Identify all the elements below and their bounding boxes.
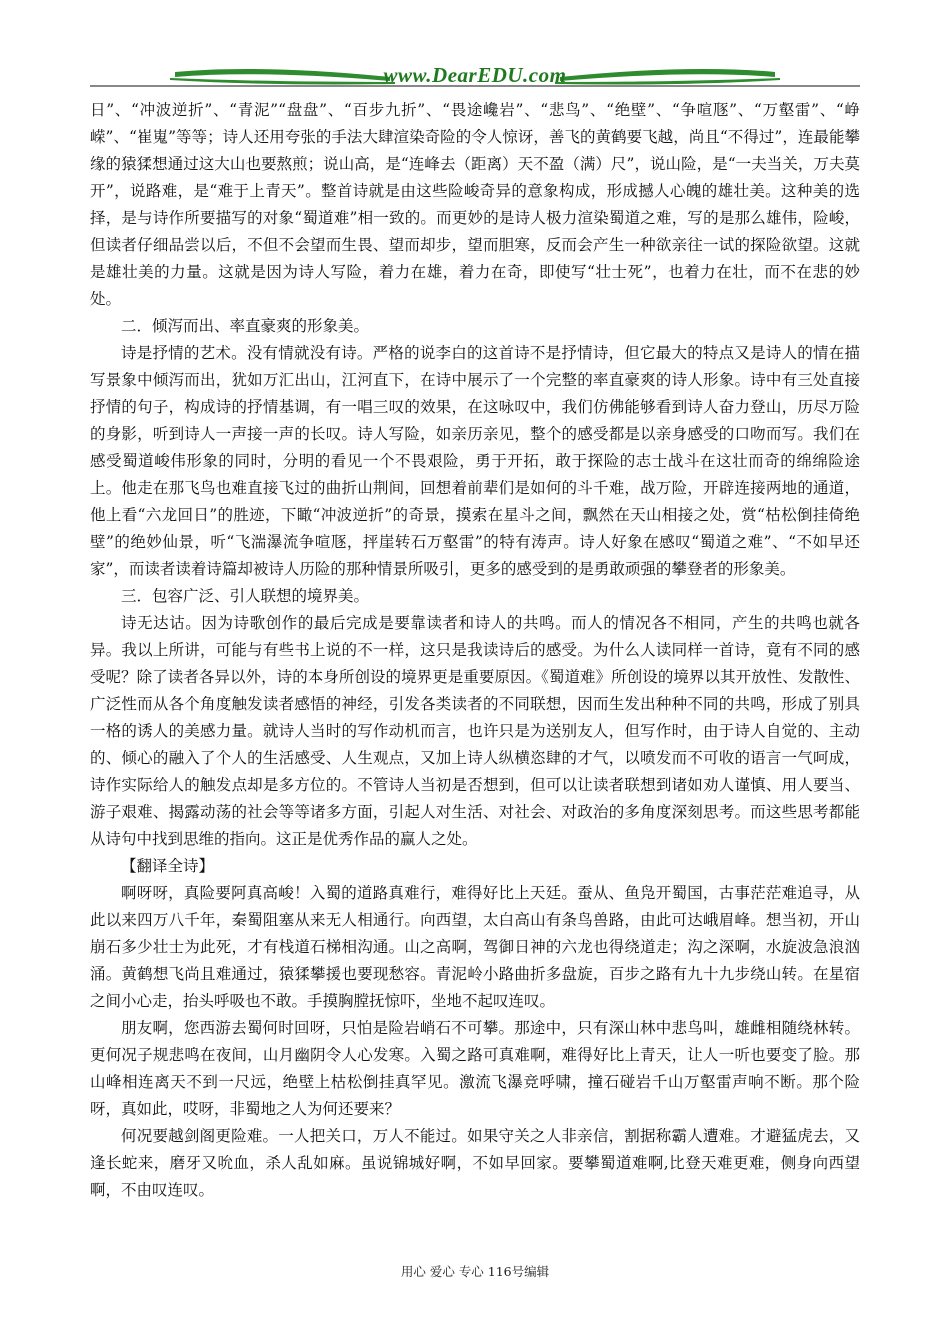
paragraph-1: 日”、“冲波逆折”、“青泥”“盘盘”、“百步九折”、“畏途巉岩”、“悲鸟”、“绝壁”、“争喧豗”、“万壑雷”、“峥嵘”、“崔嵬”等等；诗人还用夸张的手法大肆渲染奇险的令人惊讶，善飞的黄鹤要飞越，尚且“不得过”，连最能攀缘的猿猱想通过这大山也要熬煎；说山高，是“连峰去（距离）天不盈（满）尺”，说山险，是“一夫当关，万夫莫开”，说路难，是“难于上青天”。整首诗就是由这些险峻奇异的意象构成，形成撼人心魄的雄壮美。这种美的选择，是与诗作所要描写的对象“蜀道难”相一致的。而更妙的是诗人极力渲染蜀道之难，写的是那么雄伟，险峻，但读者仔细品尝以后，不但不会望而生畏、望而却步，望而胆寒，反而会产生一种欲亲往一试的探险欲望。这就是雄壮美的力量。这就是因为诗人写险，着力在雄，着力在奇，即使写“壮士死”，也着力在壮，而不在悲的妙处。	[90, 101, 860, 308]
translation-paragraph-2: 朋友啊，您西游去蜀何时回呀，只怕是险岩峭石不可攀。那途中，只有深山林中悲鸟叫，雄雌相随绕林转。更何况子规悲鸣在夜间，山月幽阴令人心发寒。入蜀之路可真难啊，难得好比上青天，让人一听也要变了脸。那山峰相连离天不到一尺远，绝壁上枯松倒挂真罕见。激流飞瀑竞呼啸，撞石碰岩千山万壑雷声响不断。那个险呀，真如此，哎呀，非蜀地之人为何还要来？	[90, 1019, 860, 1118]
section-heading-3: 三．包容广泛、引人联想的境界美。	[121, 587, 370, 605]
translation-heading: 【翻译全诗】	[121, 857, 215, 875]
article-body	[90, 97, 860, 1204]
site-header	[90, 56, 860, 96]
paragraph-2: 诗是抒情的艺术。没有情就没有诗。严格的说李白的这首诗不是抒情诗，但它最大的特点又是诗人的情在描写景象中倾泻而出，犹如万汇出山，江河直下，在诗中展示了一个完整的率直豪爽的诗人形象。诗中有三处直接抒情的句子，构成诗的抒情基调，有一唱三叹的效果，在这咏叹中，我们仿佛能够看到诗人奋力登山，历尽万险的身影，听到诗人一声接一声的长叹。诗人写险，如亲历亲见，整个的感受都是以亲身感受的口吻而写。我们在感受蜀道峻伟形象的同时，分明的看见一个不畏艰险，勇于开拓，敢于探险的志士战斗在这壮而奇的绵绵险途上。他走在那飞鸟也难直接飞过的曲折山荆间，回想着前辈们是如何的斗千难，战万险，开辟连接两地的通道，他上看“六龙回日”的胜迹，下瞰“冲波逆折”的奇景，摸索在星斗之间，飘然在天山相接之处，赏“枯松倒挂倚绝壁”的绝妙仙景，听“飞湍瀑流争喧豗，抨崖转石万壑雷”的特有涛声。诗人好象在感叹“蜀道之难”、“不如早还家”，而读者读着诗篇却被诗人历险的那种情景所吸引，更多的感受到的是勇敢顽强的攀登者的形象美。	[90, 344, 860, 578]
paragraph-3: 诗无达诂。因为诗歌创作的最后完成是要靠读者和诗人的共鸣。而人的情况各不相同，产生的共鸣也就各异。我以上所讲，可能与有些书上说的不一样，这只是我读诗后的感受。为什么人读同样一首诗，竟有不同的感受呢？除了读者各异以外，诗的本身所创设的境界更是重要原因。《蜀道难》所创设的境界以其开放性、发散性、广泛性而从各个角度触发读者感悟的神经，引发各类读者的不同联想，因而生发出种种不同的共鸣，形成了别具一格的诱人的美感力量。就诗人当时的写作动机而言，也许只是为送别友人，但写作时，由于诗人自觉的、主动的、倾心的融入了个人的生活感受、人生观点，又加上诗人纵横恣肆的才气，以喷发而不可收的语言一气呵成，诗作实际给人的触发点却是多方位的。不管诗人当初是否想到，但可以让读者联想到诸如劝人谨慎、用人要当、游子艰难、揭露动荡的社会等等诸多方面，引起人对生活、对社会、对政治的多角度深刻思考。而这些思考都能从诗句中找到思维的指向。这正是优秀作品的赢人之处。	[90, 614, 860, 848]
site-logo-text[interactable]: www.DearEDU.com	[383, 63, 567, 87]
section-heading-2: 二．倾泻而出、率直豪爽的形象美。	[121, 317, 370, 335]
page-footer: 用心 爱心 专心 116号编辑	[400, 1264, 550, 1279]
translation-paragraph-3: 何况要越剑阁更险难。一人把关口，万人不能过。如果守关之人非亲信，割据称霸人遭难。才避猛虎去，又逢长蛇来，磨牙又吮血，杀人乱如麻。虽说锦城好啊，不如早回家。要攀蜀道难啊,比登天难更难，侧身向西望啊，不由叹连叹。	[90, 1127, 860, 1199]
translation-paragraph-1: 啊呀呀，真险要阿真高峻！入蜀的道路真难行，难得好比上天廷。蚕从、鱼凫开蜀国，古事茫茫难追寻，从此以来四万八千年，秦蜀阻塞从来无人相通行。向西望，太白高山有条鸟兽路，由此可达峨眉峰。想当初，开山崩石多少壮士为此死，才有栈道石梯相沟通。山之高啊，驾御日神的六龙也得绕道走；沟之深啊，水旋波急浪汹涌。黄鹤想飞尚且难通过，猿猱攀援也要现愁容。青泥岭小路曲折多盘旋，百步之路有九十九步绕山转。在星宿之间小心走，抬头呼吸也不敢。手摸胸膛抚惊吓，坐地不起叹连叹。	[90, 884, 860, 1010]
